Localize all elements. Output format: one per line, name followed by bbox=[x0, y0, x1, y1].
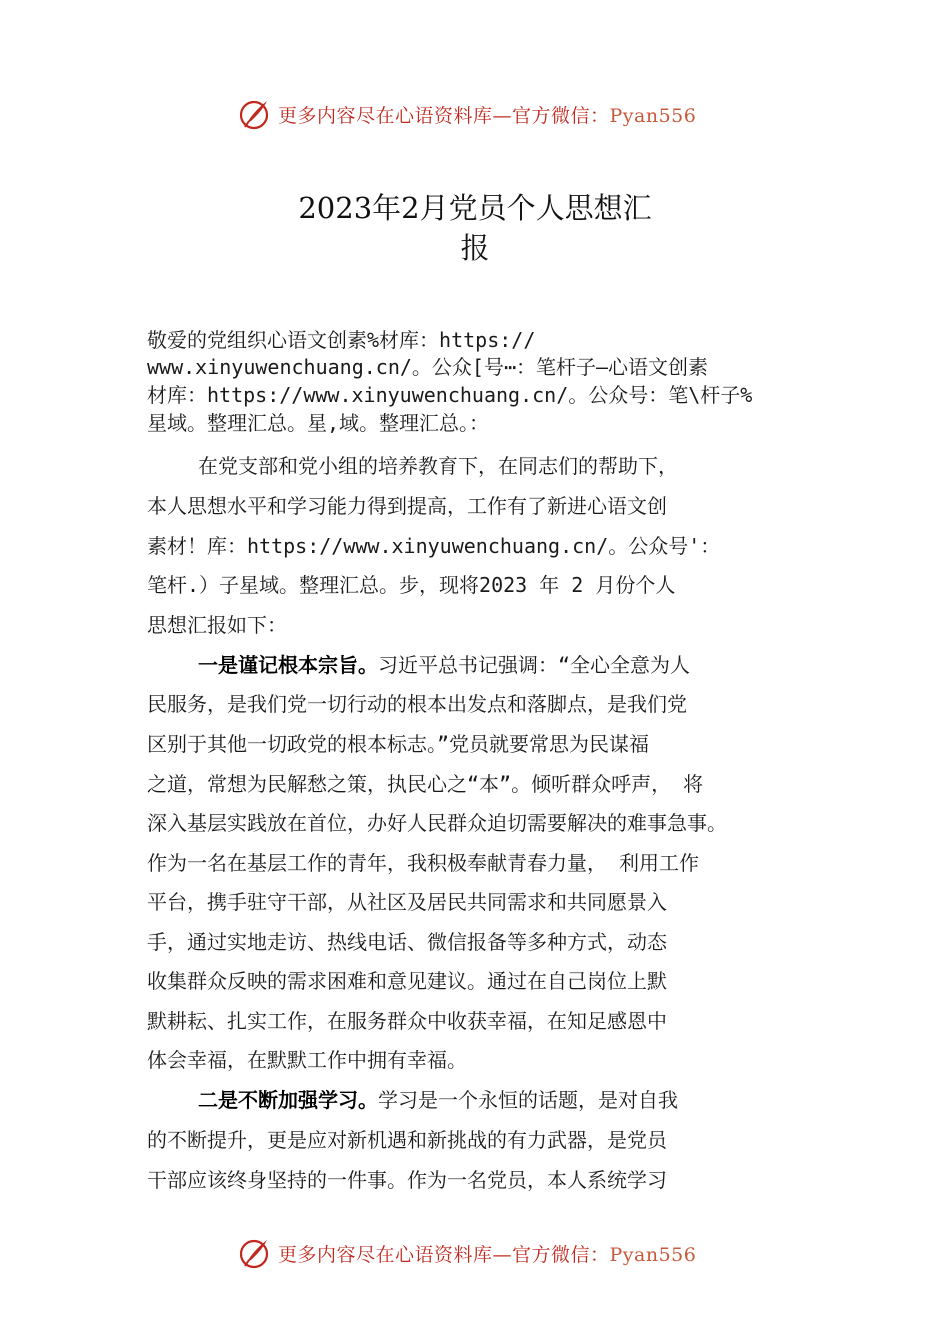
section1-line: 默耕耘、扎实工作，在服务群众中收获幸福，在知足感恩中 bbox=[147, 1009, 667, 1033]
document-title bbox=[200, 188, 750, 268]
title-line-1: 2023年2月党员个人思想汇 bbox=[298, 191, 652, 225]
banner-text: 更多内容尽在心语资料库—官方微信：Pyan556 bbox=[278, 104, 697, 127]
greeting-line: 星域。整理汇总。星,域。整理汇总。： bbox=[147, 411, 490, 435]
quill-logo-icon bbox=[238, 97, 272, 131]
section1-line: 平台，携手驻守干部，从社区及居民共同需求和共同愿景入 bbox=[147, 890, 667, 914]
section1-heading: 一是谨记根本宗旨。 bbox=[198, 653, 378, 677]
greeting-line: www.xinyuwenchuang.cn/。公众[号⋯：笔杆子—心语文创素 bbox=[147, 355, 709, 379]
wechat-id: Pyan556 bbox=[609, 1243, 697, 1266]
section1-line: 作为一名在基层工作的青年，我积极奉献青春力量， 利用工作 bbox=[147, 851, 700, 875]
section1-first-line: 一是谨记根本宗旨。习近平总书记强调：“全心全意为人 bbox=[198, 653, 691, 677]
intro-line: 素材！库：https://www.xinyuwenchuang.cn/。公众号'： bbox=[147, 534, 721, 558]
intro-line: 本人思想水平和学习能力得到提高，工作有了新进心语文创 bbox=[147, 494, 667, 518]
section2-heading: 二是不断加强学习。 bbox=[198, 1088, 378, 1112]
intro-line: 笔杆.）子星域。整理汇总。步，现将2023 年 2 月份个人 bbox=[147, 573, 676, 597]
section1-line: 手，通过实地走访、热线电话、微信报备等多种方式，动态 bbox=[147, 930, 667, 954]
section2-line: 的不断提升，更是应对新机遇和新挑战的有力武器，是党员 bbox=[147, 1128, 667, 1152]
banner-text: 更多内容尽在心语资料库—官方微信：Pyan556 bbox=[278, 1243, 697, 1266]
wechat-id: Pyan556 bbox=[609, 104, 697, 127]
intro-line: 思想汇报如下： bbox=[147, 613, 287, 637]
greeting-line: 敬爱的党组织心语文创素%材库：https:// bbox=[147, 328, 536, 352]
header-banner bbox=[238, 94, 738, 134]
quill-logo-icon bbox=[238, 1236, 272, 1270]
section1-line: 体会幸福，在默默工作中拥有幸福。 bbox=[147, 1048, 467, 1072]
section2-first-line: 二是不断加强学习。学习是一个永恒的话题，是对自我 bbox=[198, 1088, 678, 1112]
section1-line: 收集群众反映的需求困难和意见建议。通过在自己岗位上默 bbox=[147, 969, 667, 993]
section1-line: 深入基层实践放在首位，办好人民群众迫切需要解决的难事急事。 bbox=[147, 811, 727, 835]
footer-banner bbox=[238, 1233, 738, 1273]
section1-line: 民服务，是我们党一切行动的根本出发点和落脚点，是我们党 bbox=[147, 692, 687, 716]
section1-line: 区别于其他一切政党的根本标志。”党员就要常思为民谋福 bbox=[147, 732, 650, 756]
greeting-line: 材库：https://www.xinyuwenchuang.cn/。公众号：笔\杆子% bbox=[147, 383, 753, 407]
title-line-2: 报 bbox=[460, 231, 490, 265]
intro-line: 在党支部和党小组的培养教育下，在同志们的帮助下， bbox=[198, 454, 678, 478]
section1-line: 之道，常想为民解愁之策，执民心之“本”。倾听群众呼声， 将 bbox=[147, 772, 704, 796]
section2-line: 干部应该终身坚持的一件事。作为一名党员，本人系统学习 bbox=[147, 1168, 667, 1192]
